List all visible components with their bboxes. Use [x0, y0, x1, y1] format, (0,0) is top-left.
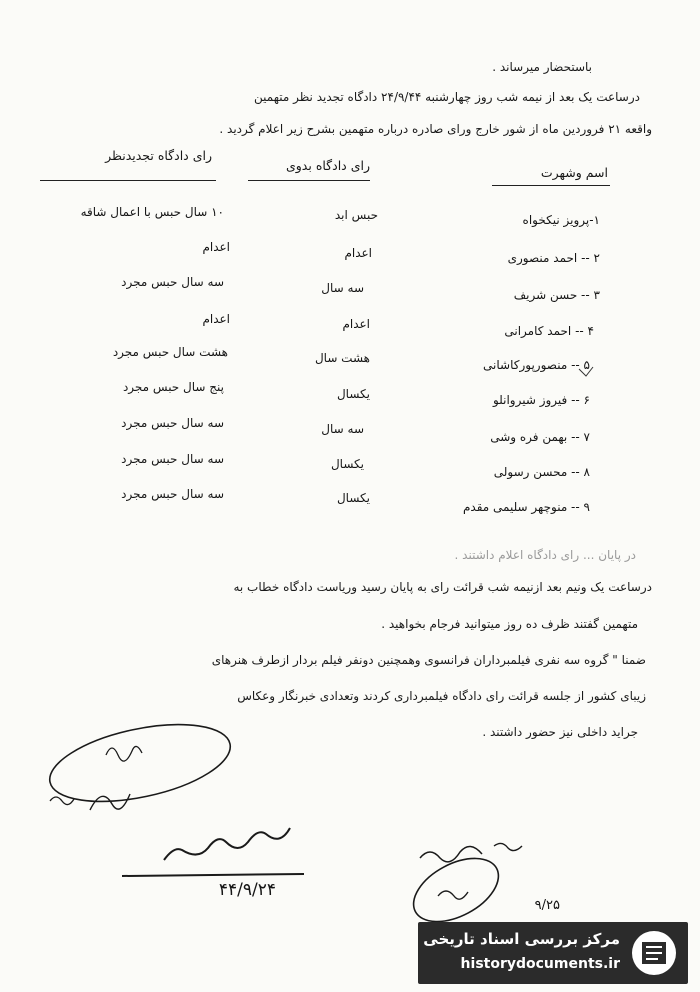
handwritten-loop-note: [30, 715, 240, 825]
header-name-rule: [492, 185, 610, 186]
row-9-appeal: سه سال حبس مجرد: [121, 487, 224, 501]
header-first-court: رای دادگاه بدوی: [285, 158, 370, 173]
row-4-name: ۴ -- احمد کامرانی: [504, 324, 594, 338]
closing-line-5: جراید داخلی نیز حضور داشتند .: [482, 725, 638, 739]
closing-faint-line: در پایان ... رای دادگاه اعلام داشتند .: [454, 548, 636, 562]
archive-logo-icon: [628, 928, 680, 978]
row-6-appeal: پنج سال حبس مجرد: [122, 380, 224, 394]
row-1-appeal: ۱۰ سال حبس با اعمال شاقه: [80, 205, 224, 219]
row-5-appeal: هشت سال حبس مجرد: [112, 345, 228, 359]
row-1-name: ۱-پرویز نیکخواه: [522, 213, 600, 227]
row-3-name: ۳ -- حسن شریف: [513, 288, 600, 302]
closing-line-1: درساعت یک ونیم بعد ازنیمه شب قرائت رای به پایان رسید وریاست دادگاه خطاب به: [233, 580, 652, 594]
row-4-appeal: اعدام: [202, 312, 230, 326]
header-name: اسم وشهرت: [540, 165, 608, 180]
handwritten-right-date: ۹/۲۵: [534, 898, 560, 913]
handwritten-signature-center: [118, 818, 308, 908]
row-1-first: حبس ابد: [334, 208, 378, 222]
watermark-banner: [418, 922, 688, 984]
row-6-name: ۶ -- فیروز شیروانلو: [492, 393, 590, 407]
tick-mark: [578, 366, 594, 378]
row-7-first: سه سال: [321, 422, 364, 436]
body-line-3: واقعه ۲۱ فروردین ماه از شور خارج ورای صادره درباره متهمین بشرح زیر اعلام گردید .: [219, 122, 652, 136]
row-3-first: سه سال: [321, 281, 364, 295]
watermark-title: مرکز بررسی اسناد تاریخی: [423, 930, 620, 948]
body-line-2: درساعت یک بعد از نیمه شب روز چهارشنبه ۲۴/۹/۴۴ دادگاه تجدید نظر متهمین: [254, 90, 640, 104]
body-line-1: باستحضار میرساند .: [492, 60, 592, 74]
row-3-appeal: سه سال حبس مجرد: [121, 275, 224, 289]
row-7-name: ۷ -- بهمن فره وشی: [490, 430, 590, 444]
row-2-appeal: اعدام: [202, 240, 230, 254]
row-8-name: ۸ -- محسن رسولی: [493, 465, 590, 479]
row-5-first: هشت سال: [314, 351, 370, 365]
header-appeal-court-rule: [40, 180, 216, 181]
closing-line-3: ضمنا " گروه سه نفری فیلمبرداران فرانسوی وهمچنین دونفر فیلم بردار ازطرف هنرهای: [211, 653, 646, 667]
row-5-name: ۵ -- منصورپورکاشانی: [483, 358, 590, 372]
header-appeal-court: رای دادگاه تجدیدنظر: [105, 148, 212, 163]
row-4-first: اعدام: [342, 317, 370, 331]
watermark-url: historydocuments.ir: [460, 956, 620, 972]
handwritten-date: ۴۴/۹/۲۴: [218, 880, 276, 900]
row-2-name: ۲ -- احمد منصوری: [507, 251, 600, 265]
row-9-name: ۹ -- منوچهر سلیمی مقدم: [462, 500, 590, 514]
closing-line-4: زیبای کشور از جلسه قرائت رای دادگاه فیلمبرداری کردند وتعدادی خبرنگار وعکاس: [237, 689, 646, 703]
closing-line-2: متهمین گفتند ظرف ده روز میتوانید فرجام بخواهید .: [381, 617, 638, 631]
row-7-appeal: سه سال حبس مجرد: [121, 416, 224, 430]
row-6-first: یکسال: [336, 387, 370, 401]
row-2-first: اعدام: [344, 246, 372, 260]
row-9-first: یکسال: [336, 491, 370, 505]
header-first-court-rule: [248, 180, 370, 181]
row-8-appeal: سه سال حبس مجرد: [121, 452, 224, 466]
row-8-first: یکسال: [330, 457, 364, 471]
